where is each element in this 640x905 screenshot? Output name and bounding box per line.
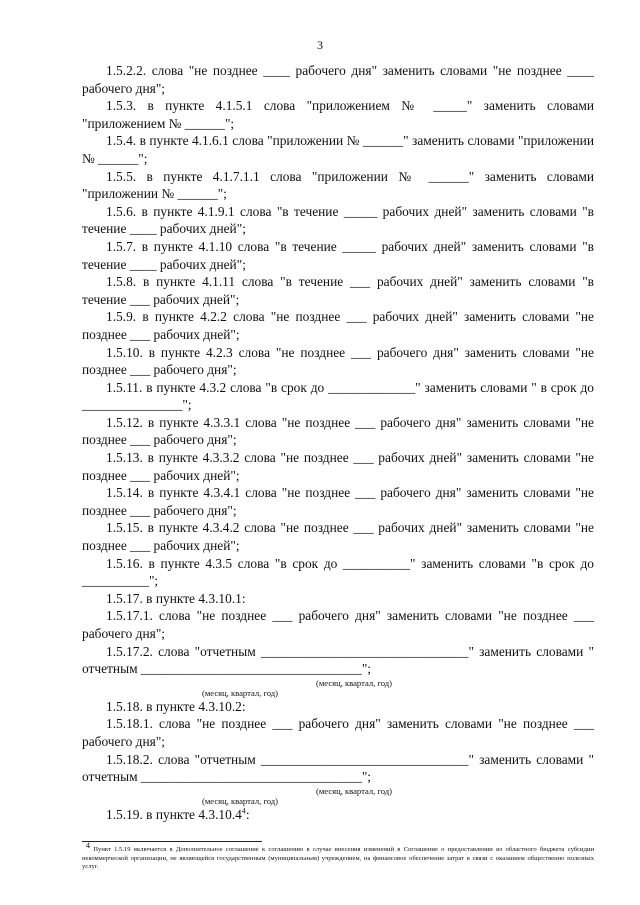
clause-1-5-11: 1.5.11. в пункте 4.3.2 слова "в срок до _____________" заменить словами " в срок до _______________"; [82, 379, 594, 413]
clause-1-5-16: 1.5.16. в пункте 4.3.5 слова "в срок до __________" заменить словами "в срок до __________"; [82, 555, 594, 589]
page-number: 3 [317, 38, 323, 52]
document-body [82, 62, 594, 823]
clause-1-5-8: 1.5.8. в пункте 4.1.11 слова "в течение ___ рабочих дней" заменить словами "в течение ___ рабочих дней"; [82, 274, 594, 307]
clause-1-5-14: 1.5.14. в пункте 4.3.4.1 слова "не позднее ___ рабочего дня" заменить словами "не позднее ___ рабочего дня"; [82, 485, 594, 518]
clause-1-5-19: 1.5.19. в пункте 4.3.10.4$^4$: [106, 806, 250, 822]
caption-period-1: (месяц, квартал, год) [316, 677, 393, 688]
footnote [82, 841, 594, 871]
caption-period-2: (месяц, квартал, год) [202, 687, 279, 698]
clause-1-5-12: 1.5.12. в пункте 4.3.3.1 слова "не позднее ___ рабочего дня" заменить словами "не позднее ___ рабочего дня"; [82, 414, 594, 448]
clause-1-5-18: 1.5.18. в пункте 4.3.10.2: [106, 698, 246, 714]
clause-1-5-3: 1.5.3. в пункте 4.1.5.1 слова "приложением № _____" заменить словами "приложением № ______"; [82, 98, 594, 131]
clause-1-5-18-1: 1.5.18.1. слова "не позднее ___ рабочего дня" заменить словами "не позднее ___ рабочего дня"; [82, 716, 594, 749]
footnote-mark: 4 [86, 841, 90, 850]
clause-1-5-2-2: 1.5.2.2. слова "не позднее ____ рабочего дня" заменить словами "не позднее ____ рабочего дня"; [82, 63, 594, 96]
caption-period-4: (месяц, квартал, год) [202, 795, 279, 806]
clause-1-5-15: 1.5.15. в пункте 4.3.4.2 слова "не позднее ___ рабочих дней" заменить словами "не позднее ___ рабочих дней"; [82, 520, 594, 554]
clause-1-5-17: 1.5.17. в пункте 4.3.10.1: [106, 590, 246, 606]
footnote-divider [82, 841, 262, 842]
clause-1-5-17-1: 1.5.17.1. слова "не позднее ___ рабочего дня" заменить словами "не позднее ___ рабочего дня"; [82, 608, 594, 641]
clause-1-5-5: 1.5.5. в пункте 4.1.7.1.1 слова "приложении № ______" заменить словами "приложении № ______"; [82, 168, 594, 202]
clause-1-5-6: 1.5.6. в пункте 4.1.9.1 слова "в течение _____ рабочих дней" заменить словами "в течение ____ рабочих дней"; [82, 203, 594, 237]
clause-1-5-17-2: 1.5.17.2. слова "отчетным _______________________________" заменить словами " отчетным _________________________________"; [82, 643, 594, 677]
clause-1-5-19-text: 1.5.19. в пункте 4.3.10.4 [106, 806, 242, 822]
clause-1-5-13: 1.5.13. в пункте 4.3.3.2 слова "не позднее ___ рабочих дней" заменить словами "не позднее ___ рабочих дней"; [82, 450, 594, 483]
clause-1-5-10: 1.5.10. в пункте 4.2.3 слова "не позднее ___ рабочего дня" заменить словами "не позднее ___ рабочего дня"; [82, 344, 594, 378]
clause-1-5-18-2: 1.5.18.2. слова "отчетным _______________________________" заменить словами " отчетным _________________________________"; [82, 751, 594, 785]
clause-1-5-7: 1.5.7. в пункте 4.1.10 слова "в течение _____ рабочих дней" заменить словами "в течение ____ рабочих дней"; [82, 238, 594, 272]
caption-period-3: (месяц, квартал, год) [316, 785, 393, 796]
clause-1-5-9: 1.5.9. в пункте 4.2.2 слова "не позднее ___ рабочих дней" заменить словами "не позднее ___ рабочих дней"; [82, 309, 594, 342]
clause-1-5-4: 1.5.4. в пункте 4.1.6.1 слова "приложении № ______" заменить словами "приложении № ______"; [82, 133, 594, 166]
footnote-text: Пункт 1.5.19 включается в Дополнительное соглашение к соглашению в случае внесения изменений в Соглашение о предоставлении из областного бюджета субсидии некоммерческой организации, не являющейся государственным (муниципальным) учреждением, на финансовое обеспечение затрат в связи с оказанием общественно полезных услуг. [82, 846, 594, 870]
footnote-reference: 4 [241, 806, 246, 816]
